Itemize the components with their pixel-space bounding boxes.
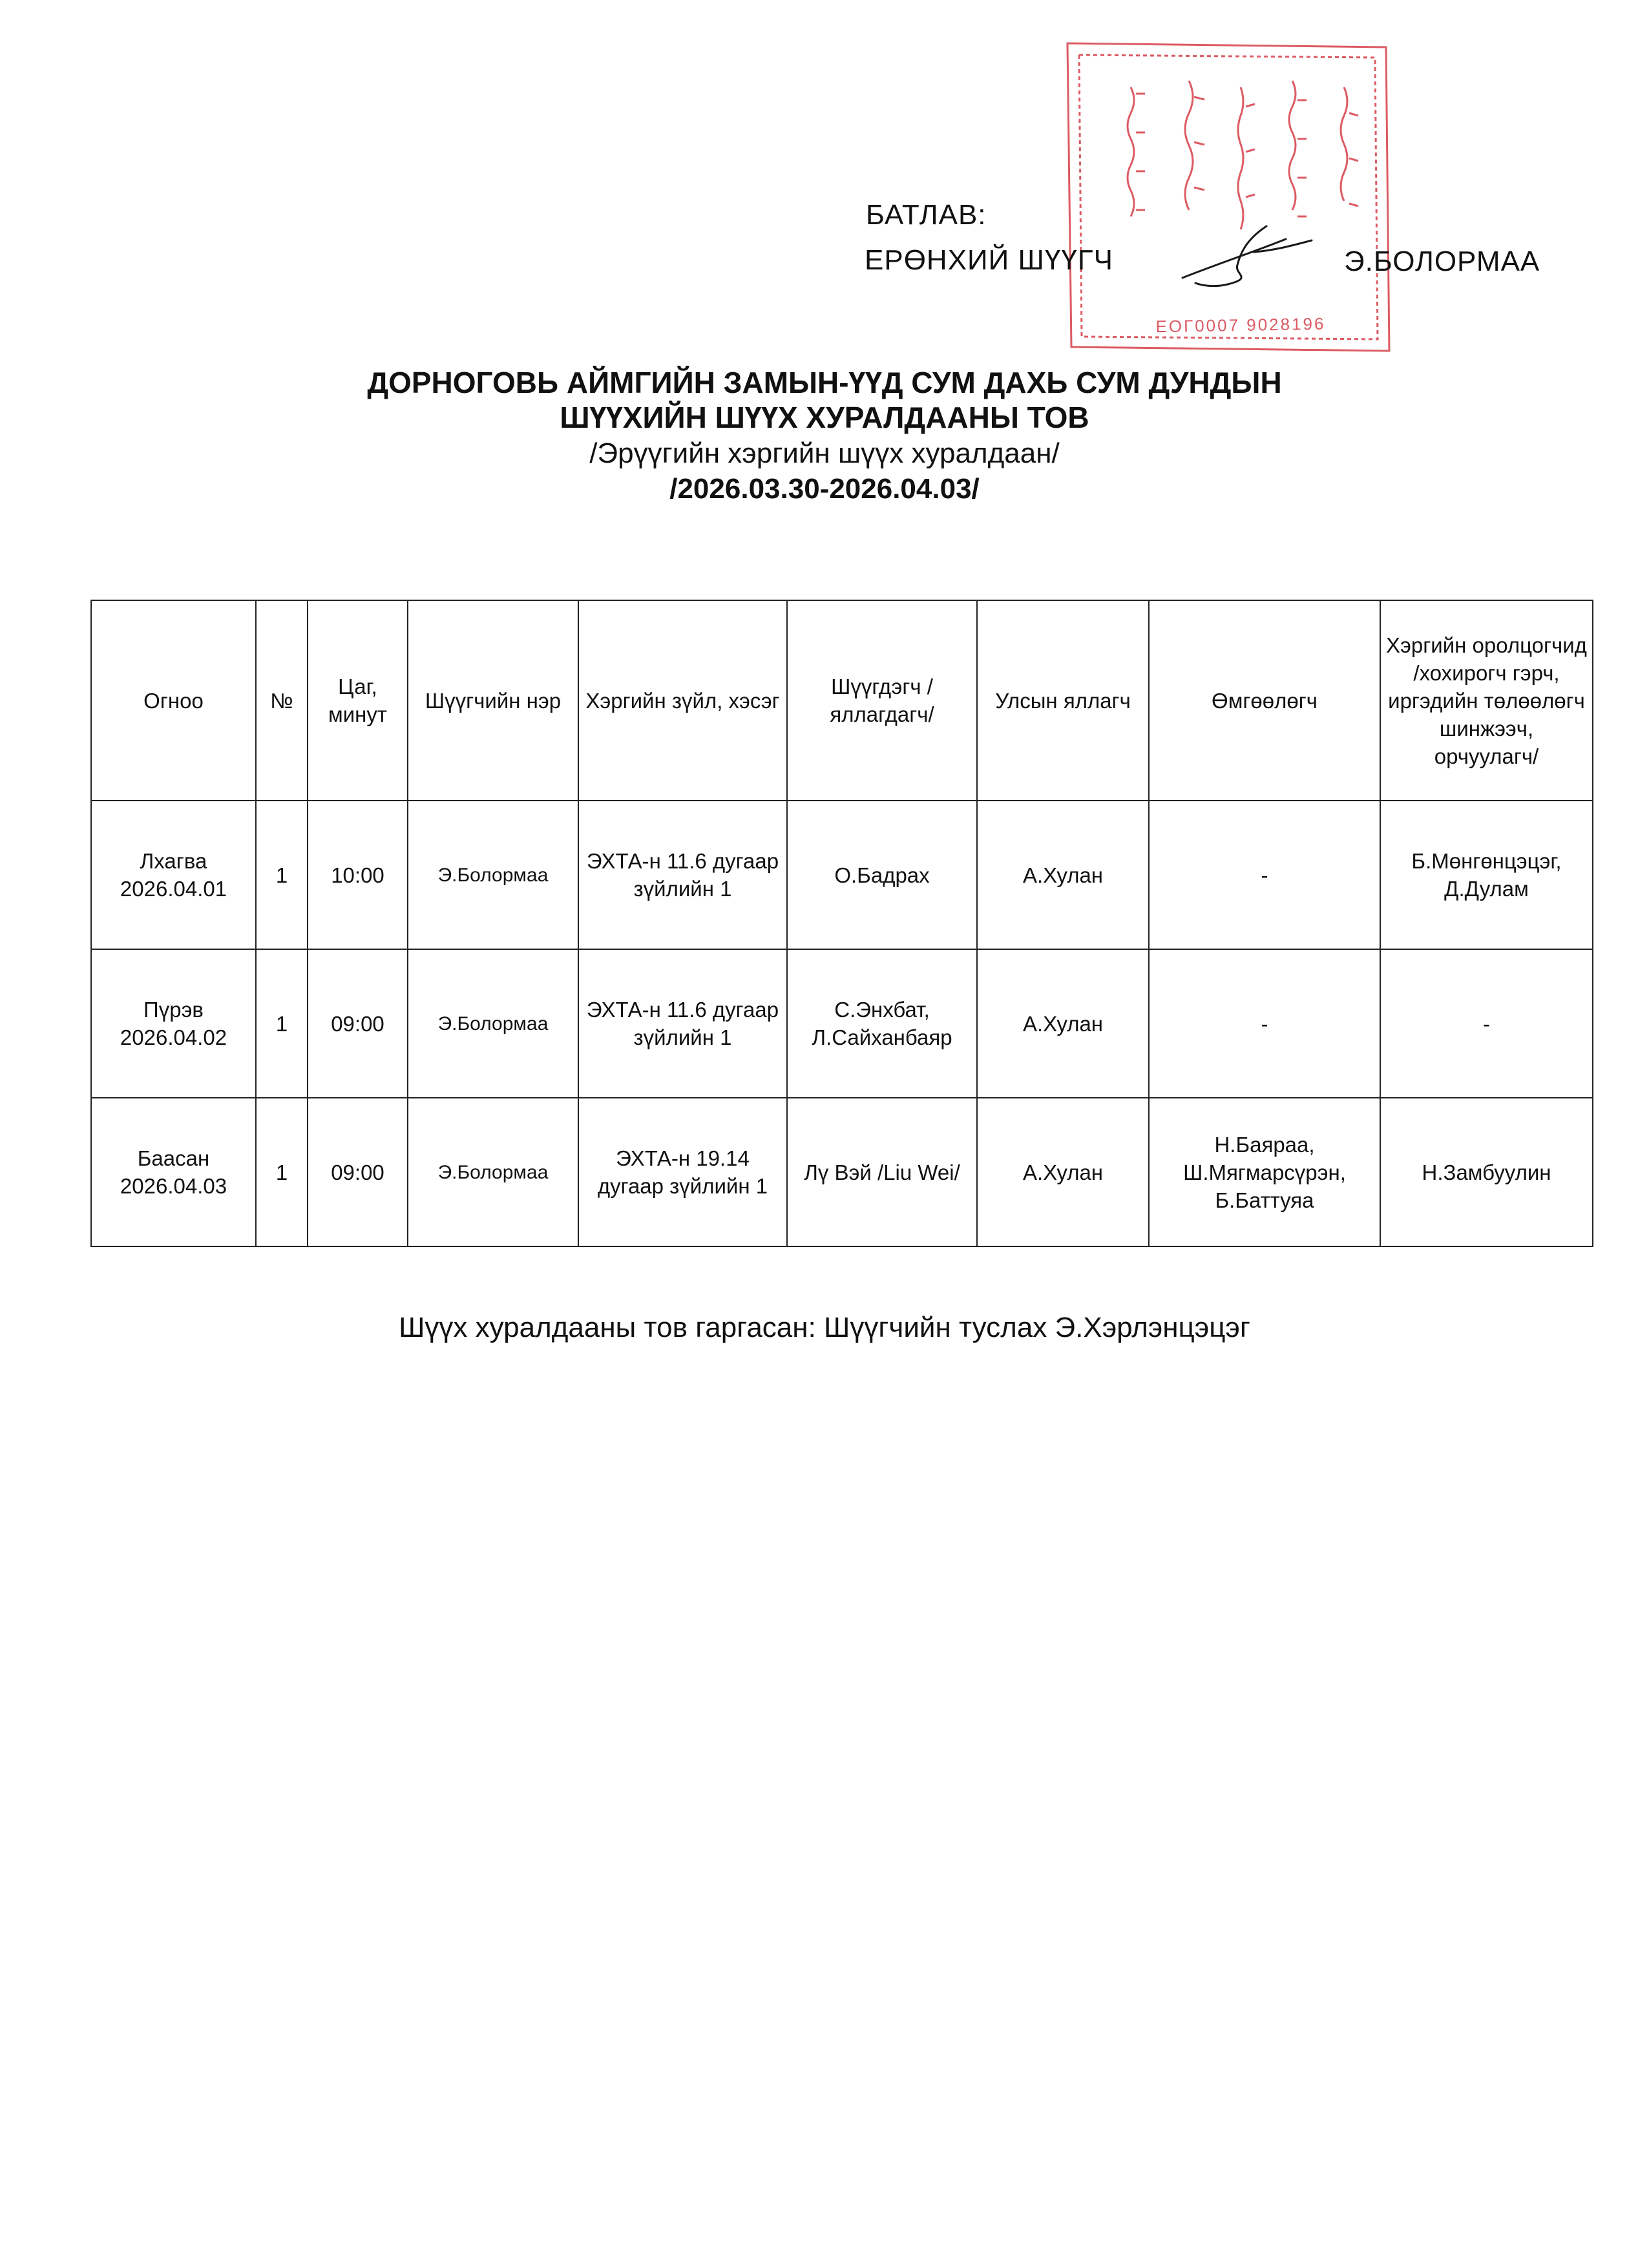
cell-article: ЭХТА-н 19.14 дугаар зүйлийн 1 [578, 1098, 787, 1246]
cell-article: ЭХТА-н 11.6 дугаар зүйлийн 1 [578, 949, 787, 1098]
schedule-table [90, 600, 1593, 1247]
cell-date [91, 949, 256, 1098]
stamp-serial: ЕОГ0007 9028196 [1155, 313, 1326, 337]
document-title-line-1: ДОРНОГОВЬ АЙМГИЙН ЗАМЫН-ҮҮД СУМ ДАХЬ СУМ ДУНДЫН [367, 366, 1282, 399]
cell-lawyer: - [1149, 949, 1380, 1098]
cell-prosecutor: А.Хулан [977, 801, 1149, 949]
cell-date-value: 2026.04.01 [120, 877, 227, 901]
column-header-article: Хэргийн зүйл, хэсэг [578, 600, 787, 801]
cell-time: 09:00 [308, 949, 408, 1098]
cell-date [91, 1098, 256, 1246]
cell-judge: Э.Болормаа [408, 949, 578, 1098]
cell-number: 1 [256, 801, 308, 949]
approval-label: БАТЛАВ: [866, 199, 987, 231]
cell-number: 1 [256, 1098, 308, 1246]
signature [1176, 213, 1318, 297]
table-row [91, 801, 1593, 949]
cell-participants: Б.Мөнгөнцэцэг, Д.Дулам [1380, 801, 1593, 949]
cell-day: Пүрэв [143, 998, 204, 1022]
document-subtitle: /Эрүүгийн хэргийн шүүх хуралдаан/ [589, 437, 1060, 469]
table-row [91, 949, 1593, 1098]
cell-day: Баасан [137, 1146, 210, 1170]
column-header-prosecutor: Улсын яллагч [977, 600, 1149, 801]
approval-role: ЕРӨНХИЙ ШҮҮГЧ [865, 244, 1113, 276]
cell-defendant: С.Энхбат, Л.Сайханбаяр [787, 949, 977, 1098]
table-row [91, 1098, 1593, 1246]
cell-prosecutor: А.Хулан [977, 1098, 1149, 1246]
document-period: /2026.03.30-2026.04.03/ [669, 473, 980, 505]
cell-date [91, 801, 256, 949]
official-stamp [1060, 36, 1396, 359]
table-header-row [91, 600, 1593, 801]
cell-article: ЭХТА-н 11.6 дугаар зүйлийн 1 [578, 801, 787, 949]
cell-defendant: О.Бадрах [787, 801, 977, 949]
cell-participants: - [1380, 949, 1593, 1098]
document-title-block [0, 365, 1649, 506]
cell-lawyer: Н.Баяраа, Ш.Мягмарсүрэн, Б.Баттуяа [1149, 1098, 1380, 1246]
column-header-defendant: Шүүгдэгч /яллагдагч/ [787, 600, 977, 801]
cell-day: Лхагва [140, 849, 207, 873]
cell-number: 1 [256, 949, 308, 1098]
cell-date-value: 2026.04.03 [120, 1174, 227, 1198]
cell-date-value: 2026.04.02 [120, 1025, 227, 1049]
column-header-participants: Хэргийн оролцогчид /хохирогч гэрч, иргэдийн төлөөлөгч шинжээч, орчуулагч/ [1380, 600, 1593, 801]
column-header-number: № [256, 600, 308, 801]
approval-name: Э.БОЛОРМАА [1344, 246, 1540, 277]
cell-defendant: Лү Вэй /Liu Wei/ [787, 1098, 977, 1246]
column-header-judge: Шүүгчийн нэр [408, 600, 578, 801]
cell-time: 10:00 [308, 801, 408, 949]
cell-lawyer: - [1149, 801, 1380, 949]
cell-prosecutor: А.Хулан [977, 949, 1149, 1098]
cell-judge: Э.Болормаа [408, 801, 578, 949]
cell-participants: Н.Замбуулин [1380, 1098, 1593, 1246]
cell-judge: Э.Болормаа [408, 1098, 578, 1246]
document-title-line-2: ШҮҮХИЙН ШҮҮХ ХУРАЛДААНЫ ТОВ [560, 401, 1089, 434]
column-header-time: Цаг, минут [308, 600, 408, 801]
column-header-date: Огноо [91, 600, 256, 801]
column-header-lawyer: Өмгөөлөгч [1149, 600, 1380, 801]
cell-time: 09:00 [308, 1098, 408, 1246]
prepared-by-line: Шүүх хуралдааны тов гаргасан: Шүүгчийн туслах Э.Хэрлэнцэцэг [399, 1312, 1250, 1343]
